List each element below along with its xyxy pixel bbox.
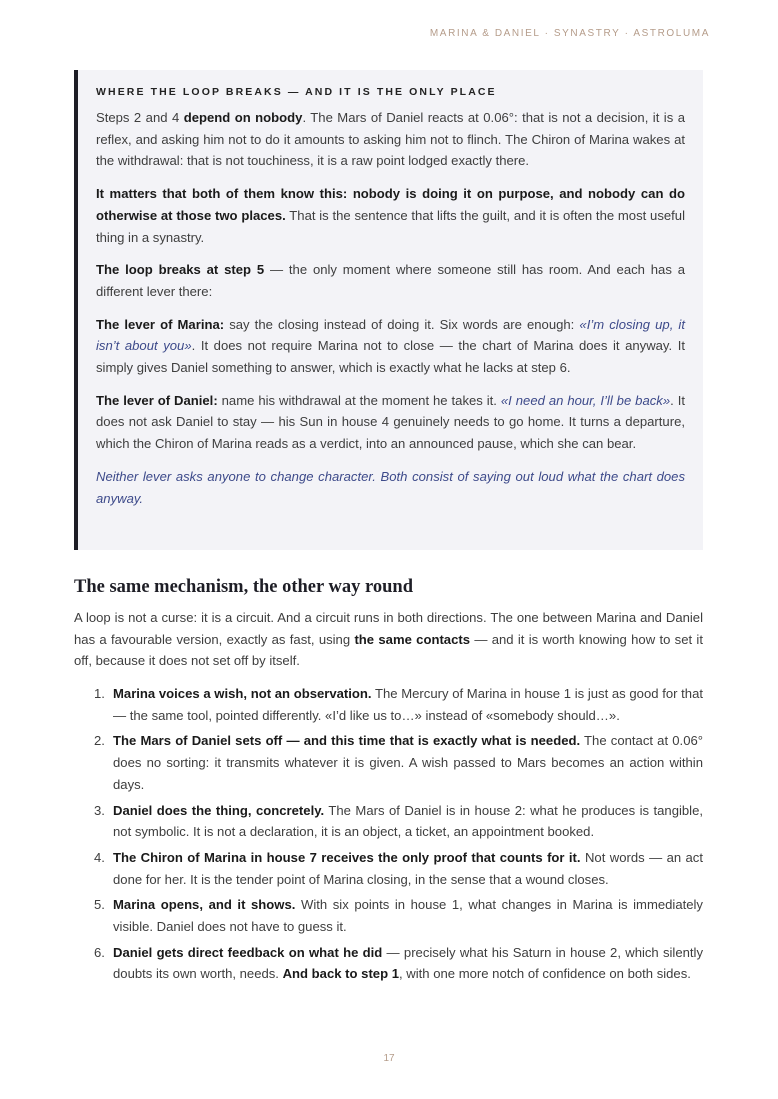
list-item bbox=[94, 683, 703, 726]
text: . It does not ask Daniel to stay — his Sun in house 4 genuinely needs to go home. It turns a departure, which the Chiron of Marina reads as a verdict, into an announced pause, which she can bear. bbox=[96, 392, 685, 452]
emphasis: depend on nobody bbox=[183, 110, 303, 125]
callout-box bbox=[74, 70, 703, 550]
lever-of-daniel bbox=[96, 390, 685, 455]
list-item bbox=[94, 942, 703, 985]
emphasis: The loop breaks at step 5 bbox=[96, 262, 265, 278]
text: say the closing instead of doing it. Six words are enough: bbox=[224, 316, 580, 332]
step-number: 2. bbox=[94, 733, 105, 749]
list-item bbox=[94, 730, 703, 795]
step-heading: Marina voices a wish, not an observation. bbox=[113, 686, 372, 701]
step-number: 4. bbox=[94, 849, 105, 865]
text: That is the sentence that lifts the guilt, and it is often the most useful thing in a synastry. bbox=[96, 207, 685, 245]
text: . It does not require Marina not to close — the chart of Marina does it anyway. It simply gives Daniel something to answer, which is exactly what he lacks at step 6. bbox=[96, 338, 685, 376]
running-header: MARINA & DANIEL · SYNASTRY · ASTROLUMA bbox=[429, 28, 710, 39]
page-number: 17 bbox=[383, 1053, 395, 1064]
emphasis: the same contacts bbox=[354, 631, 471, 647]
text: A loop is not a curse: it is a circuit. And a circuit runs in both directions. The one between Marina and Daniel has a favourable version, exactly as fast, using bbox=[74, 610, 703, 647]
lever-of-marina bbox=[96, 314, 685, 379]
text: name his withdrawal at the moment he takes it. bbox=[217, 392, 501, 408]
text: . The Mars of Daniel reacts at 0.06°: that is not a decision, it is a reflex, and asking him not to do it amounts to asking him not to flinch. The Chiron of Marina wakes at the withdrawal: that is not touchiness, it is a raw point lodged exactly there. bbox=[96, 110, 685, 169]
step-number: 6. bbox=[94, 944, 105, 960]
step-text: The Mercury of Marina in house 1 is just as good for that — the same tool, pointed differently. «I’d like us to…» instead of «somebody should…». bbox=[113, 686, 704, 723]
step-number: 1. bbox=[94, 686, 105, 701]
list-item bbox=[94, 800, 703, 843]
step-number: 3. bbox=[94, 802, 105, 818]
callout-paragraph-3 bbox=[96, 259, 685, 302]
quote: «I’m closing up, it isn’t about you» bbox=[96, 316, 685, 354]
step-text: , with one more notch of confidence on both sides. bbox=[399, 966, 691, 982]
step-text: With six points in house 1, what changes in Marina is immediately visible. Daniel does not have to guess it. bbox=[113, 897, 703, 935]
step-text: The contact at 0.06° does no sorting: it transmits whatever it is given. A wish passed to Mars becomes an action within days. bbox=[113, 733, 703, 792]
step-heading: Marina opens, and it shows. bbox=[113, 897, 296, 913]
step-heading: Daniel does the thing, concretely. bbox=[113, 802, 325, 818]
emphasis: The lever of Daniel: bbox=[96, 392, 218, 408]
emphasis: The lever of Marina: bbox=[96, 316, 225, 332]
callout-closing-note: Neither lever asks anyone to change character. Both consist of saying out loud what the chart does anyway. bbox=[96, 468, 685, 506]
text: Steps 2 and 4 bbox=[96, 110, 184, 125]
step-emphasis: And back to step 1 bbox=[282, 966, 400, 982]
steps-list bbox=[94, 683, 703, 989]
text: — the only moment where someone still has room. And each has a different lever there: bbox=[96, 262, 685, 299]
emphasis: It matters that both of them know this: nobody is doing it on purpose, and nobody can do otherwise at those two places. bbox=[96, 186, 685, 223]
step-heading: The Mars of Daniel sets off — and this time that is exactly what is needed. bbox=[113, 733, 581, 749]
step-text: Not words — an act done for her. It is the tender point of Marina closing, in the sense that a wound closes. bbox=[113, 849, 703, 887]
list-item bbox=[94, 847, 703, 890]
step-text: The Mars of Daniel is in house 2: what he produces is tangible, not symbolic. It is not a declaration, it is an object, a ticket, an appointment booked. bbox=[113, 802, 704, 840]
callout-paragraph-2 bbox=[96, 183, 685, 248]
callout-heading: WHERE THE LOOP BREAKS — AND IT IS THE ONLY PLACE bbox=[96, 86, 497, 98]
step-heading: Daniel gets direct feedback on what he did bbox=[113, 944, 383, 960]
step-heading: The Chiron of Marina in house 7 receives the only proof that counts for it. bbox=[113, 849, 581, 865]
step-number: 5. bbox=[94, 897, 105, 913]
step-text: — precisely what his Saturn in house 2, which silently doubts its own worth, needs. bbox=[113, 944, 704, 982]
text: — and it is worth knowing how to set it off, because it does not set off by itself. bbox=[74, 631, 703, 669]
quote: «I need an hour, I’ll be back» bbox=[500, 392, 671, 408]
list-item bbox=[94, 894, 703, 937]
section-intro bbox=[74, 607, 703, 672]
callout-paragraph-1 bbox=[96, 107, 685, 172]
section-title: The same mechanism, the other way round bbox=[74, 577, 413, 597]
